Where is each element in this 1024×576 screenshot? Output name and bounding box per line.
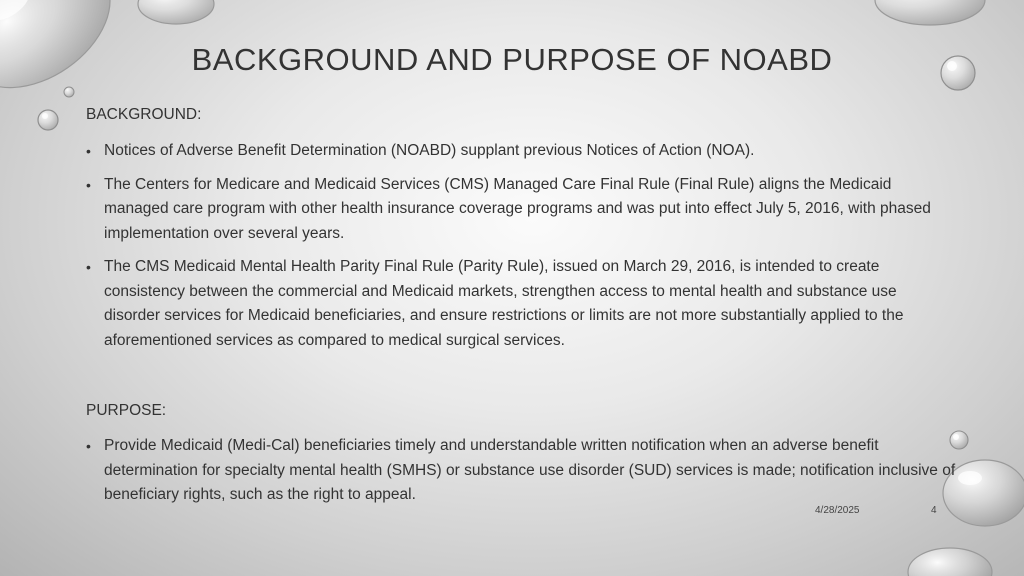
purpose-heading: PURPOSE: (86, 402, 167, 419)
list-item (86, 173, 956, 247)
page-number: 4 (931, 505, 937, 516)
footer-date: 4/28/2025 (815, 505, 860, 516)
bullet-icon: • (86, 143, 91, 159)
droplet (38, 87, 74, 130)
bullet-text: The Centers for Medicare and Medicaid Services (CMS) Managed Care Final Rule (Final Rule) aligns the Medicaid managed care program with other health insurance coverage programs and was put into effect July 5, 2016, with phased implementation over several years. (104, 175, 931, 242)
background-heading: BACKGROUND: (86, 106, 202, 123)
slide-title: BACKGROUND AND PURPOSE OF NOABD (191, 42, 833, 77)
droplet (875, 0, 985, 25)
bullet-icon: • (86, 438, 91, 454)
droplet (908, 548, 992, 576)
list-item (86, 434, 956, 508)
bullet-text: Provide Medicaid (Medi-Cal) beneficiaries timely and understandable written notification when an adverse benefit determination for specialty mental health (SMHS) or substance use disorder (SUD) services is made; notification inclusive of beneficiary rights, such as the right to appeal. (104, 437, 956, 503)
bullet-text: The CMS Medicaid Mental Health Parity Final Rule (Parity Rule), issued on March 29, 2016, is intended to create consistency between the commercial and Medicaid markets, strengthen access to mental health and substance use disorder services for Medicaid beneficiaries, and ensure restrictions or limits are not more substantially applied to the aforementioned services as compared to medical surgical services. (104, 258, 904, 349)
list-item (86, 139, 956, 164)
droplet (138, 0, 214, 24)
bullet-icon: • (86, 176, 91, 193)
bullet-icon: • (86, 259, 91, 275)
list-item (86, 255, 956, 353)
bullet-text: Notices of Adverse Benefit Determination (NOABD) supplant previous Notices of Action (NOA). (104, 142, 755, 159)
background-bullet-list (86, 139, 956, 362)
